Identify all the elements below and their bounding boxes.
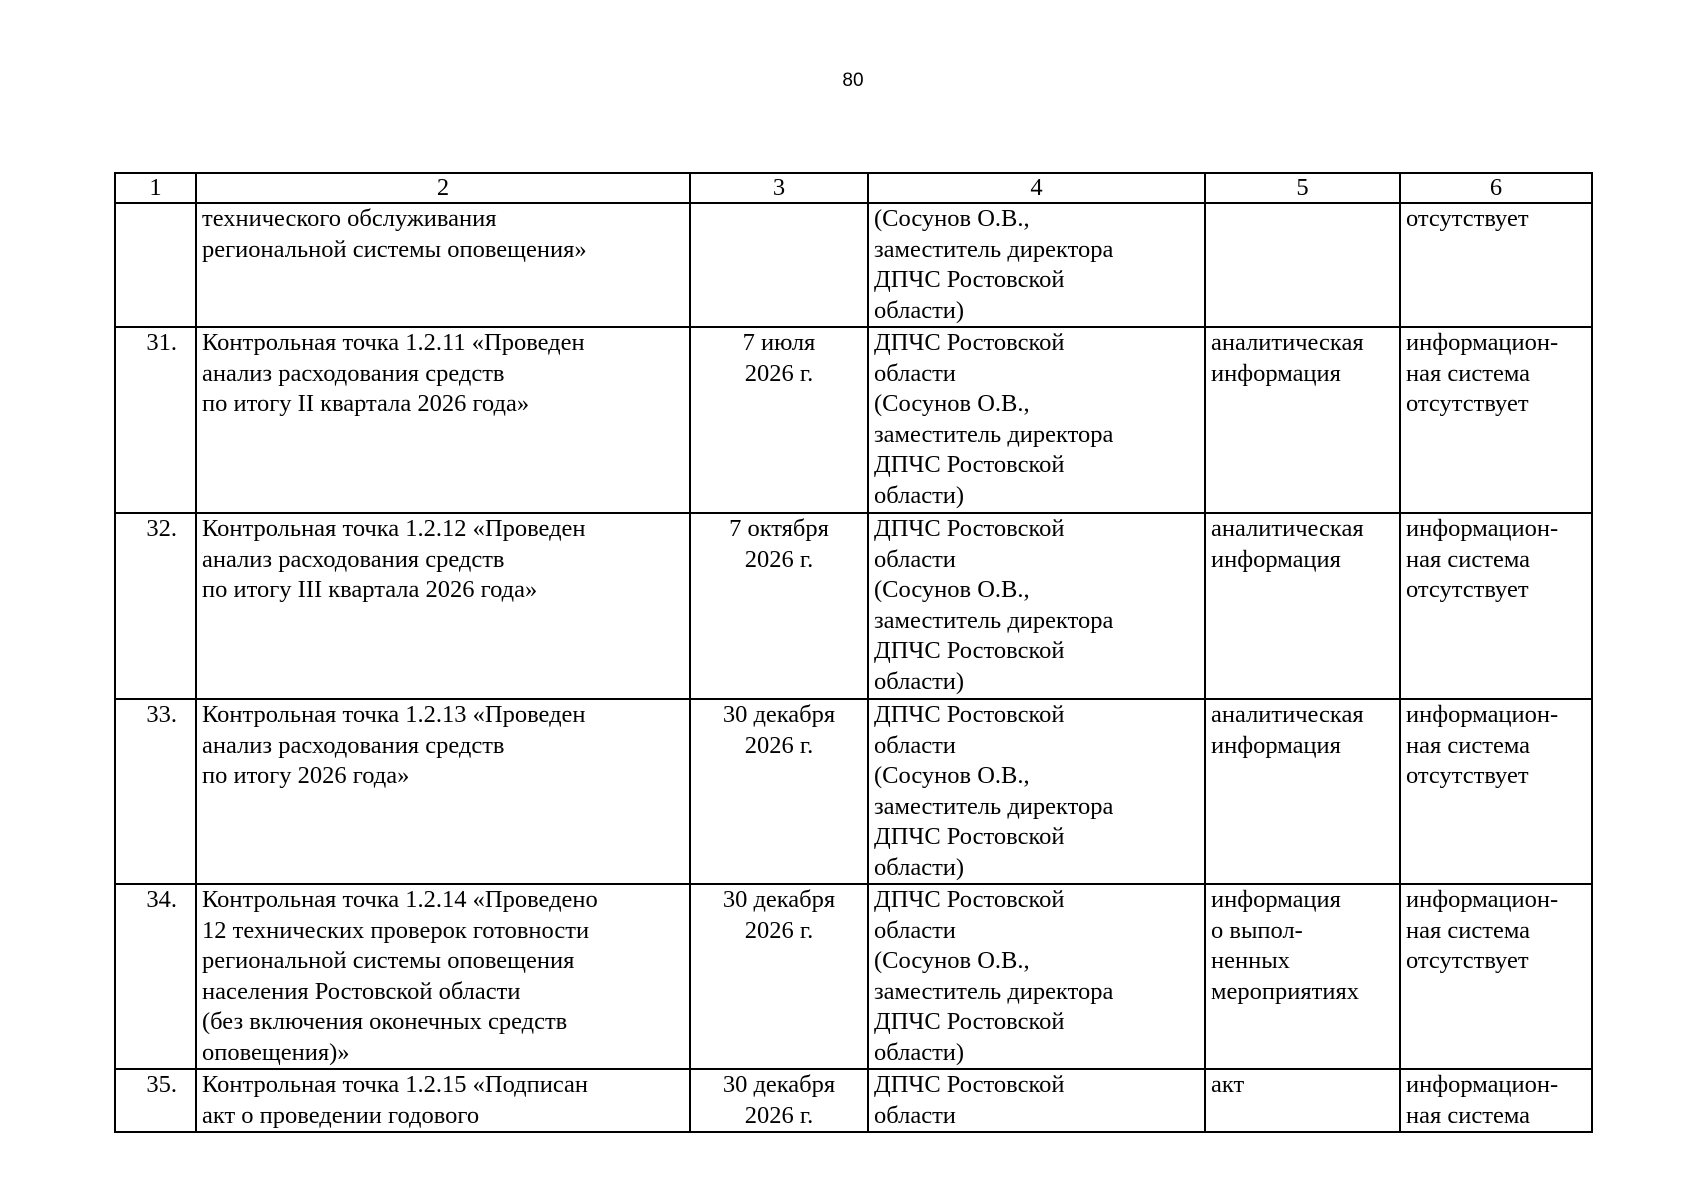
row-deadline: 30 декабря 2026 г. — [690, 699, 868, 884]
row-document-type: акт — [1205, 1069, 1400, 1132]
row-information-system: информацион- ная система — [1400, 1069, 1592, 1132]
row-description: Контрольная точка 1.2.12 «Проведен анализ расходования средств по итогу III квартала 2026 года» — [196, 513, 690, 699]
table-row — [115, 884, 1592, 1069]
row-description: технического обслуживания региональной системы оповещения» — [196, 203, 690, 327]
row-number: 35. — [115, 1069, 196, 1132]
page-number: 80 — [842, 70, 864, 91]
column-header-1: 1 — [115, 173, 196, 203]
row-deadline: 7 октября 2026 г. — [690, 513, 868, 699]
row-number: 32. — [115, 513, 196, 699]
row-information-system: информацион- ная система отсутствует — [1400, 884, 1592, 1069]
table-row — [115, 327, 1592, 513]
row-description: Контрольная точка 1.2.13 «Проведен анализ расходования средств по итогу 2026 года» — [196, 699, 690, 884]
row-deadline: 30 декабря 2026 г. — [690, 884, 868, 1069]
row-responsible: ДПЧС Ростовской области (Сосунов О.В., заместитель директора ДПЧС Ростовской области) — [868, 884, 1205, 1069]
column-header-2: 2 — [196, 173, 690, 203]
row-deadline: 7 июля 2026 г. — [690, 327, 868, 513]
table-row — [115, 699, 1592, 884]
row-information-system: отсутствует — [1400, 203, 1592, 327]
row-document-type: аналитическая информация — [1205, 327, 1400, 513]
row-information-system: информацион- ная система отсутствует — [1400, 513, 1592, 699]
column-header-6: 6 — [1400, 173, 1592, 203]
row-document-type: информация о выпол- ненных мероприятиях — [1205, 884, 1400, 1069]
table-row — [115, 203, 1592, 327]
row-description: Контрольная точка 1.2.14 «Проведено 12 технических проверок готовности региональной системы оповещения населения Ростовской области (без включения оконечных средств оповещения)» — [196, 884, 690, 1069]
row-description: Контрольная точка 1.2.15 «Подписан акт о проведении годового — [196, 1069, 690, 1132]
row-number: 31. — [115, 327, 196, 513]
row-responsible: ДПЧС Ростовской области (Сосунов О.В., заместитель директора ДПЧС Ростовской области) — [868, 513, 1205, 699]
control-points-table — [114, 172, 1593, 1133]
column-header-4: 4 — [868, 173, 1205, 203]
column-header-5: 5 — [1205, 173, 1400, 203]
row-description: Контрольная точка 1.2.11 «Проведен анализ расходования средств по итогу II квартала 2026 года» — [196, 327, 690, 513]
row-responsible: ДПЧС Ростовской области — [868, 1069, 1205, 1132]
row-information-system: информацион- ная система отсутствует — [1400, 327, 1592, 513]
row-deadline: 30 декабря 2026 г. — [690, 1069, 868, 1132]
row-information-system: информацион- ная система отсутствует — [1400, 699, 1592, 884]
row-number: 33. — [115, 699, 196, 884]
row-responsible: (Сосунов О.В., заместитель директора ДПЧС Ростовской области) — [868, 203, 1205, 327]
row-responsible: ДПЧС Ростовской области (Сосунов О.В., заместитель директора ДПЧС Ростовской области) — [868, 699, 1205, 884]
row-document-type — [1205, 203, 1400, 327]
table-row — [115, 513, 1592, 699]
row-deadline — [690, 203, 868, 327]
table-row — [115, 1069, 1592, 1132]
row-responsible: ДПЧС Ростовской области (Сосунов О.В., заместитель директора ДПЧС Ростовской области) — [868, 327, 1205, 513]
column-number-row — [115, 173, 1592, 203]
row-number — [115, 203, 196, 327]
column-header-3: 3 — [690, 173, 868, 203]
row-number: 34. — [115, 884, 196, 1069]
row-document-type: аналитическая информация — [1205, 513, 1400, 699]
row-document-type: аналитическая информация — [1205, 699, 1400, 884]
